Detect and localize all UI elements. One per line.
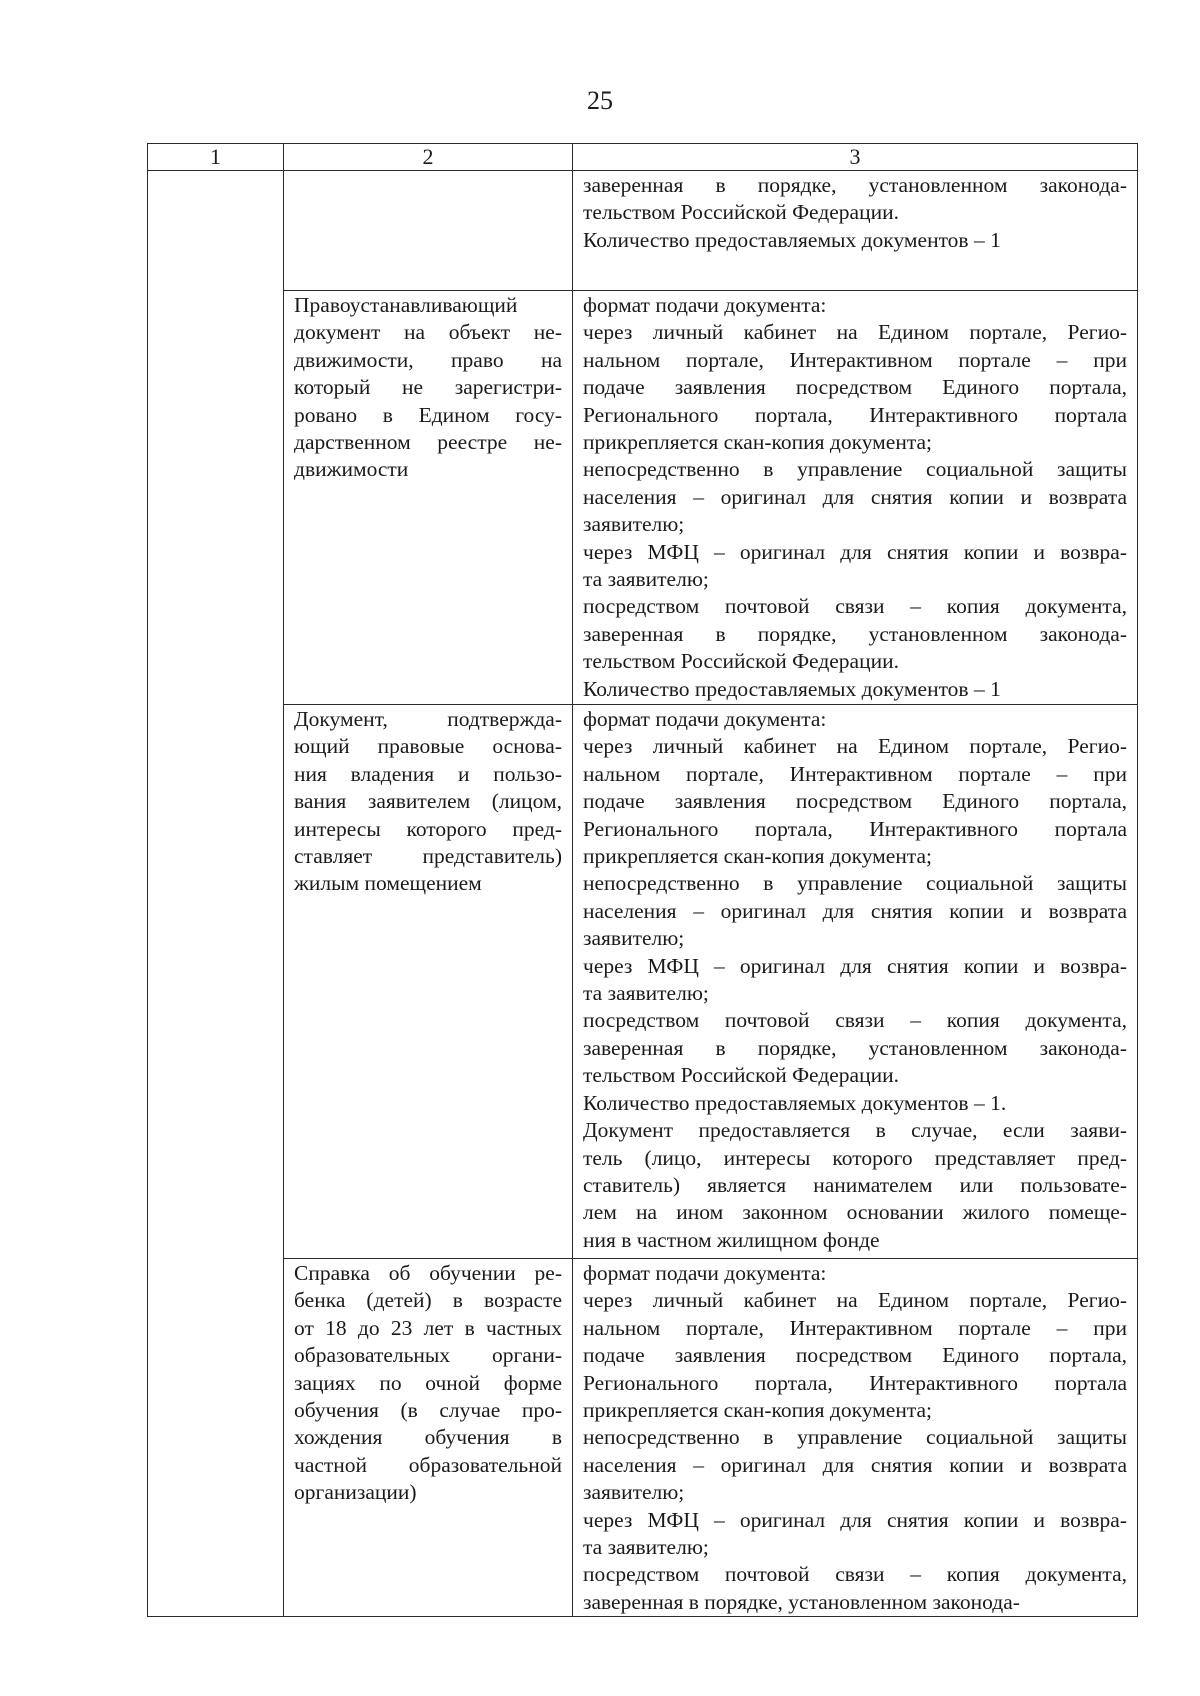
cell-text-line: дарственном реестре не- xyxy=(294,430,562,455)
cell-text-line: тельством Российской Федерации. xyxy=(583,200,899,225)
cell-text-line: через личный кабинет на Едином портале, Регио- xyxy=(583,1288,1127,1313)
cell-text-line: через личный кабинет на Едином портале, Регио- xyxy=(583,320,1127,345)
cell-text-line: непосредственно в управление социальной защиты xyxy=(583,871,1127,896)
row-3-document-name xyxy=(284,1259,573,1617)
cell-text-line: жилым помещением xyxy=(294,871,482,896)
row-1-submission-format xyxy=(573,291,1138,705)
cell-text-line: подаче заявления посредством Единого портала, xyxy=(583,789,1127,814)
cell-text-line: непосредственно в управление социальной защиты xyxy=(583,1425,1127,1450)
cell-text-line: заверенная в порядке, установленном законода- xyxy=(583,1035,1127,1060)
cell-text-line: формат подачи документа: xyxy=(583,707,827,731)
cell-text-line: вания заявителем (лицом, xyxy=(294,789,562,814)
cell-text-line: через МФЦ – оригинал для снятия копии и возвра- xyxy=(583,1507,1127,1532)
cell-text-line: нальном портале, Интерактивном портале – при xyxy=(583,761,1127,786)
page-number: 25 xyxy=(587,86,613,115)
cell-text-line: та заявителю; xyxy=(583,567,709,592)
cell-text-line: тельством Российской Федерации. xyxy=(583,649,899,674)
cell-text-line: который не зарегистри- xyxy=(294,375,562,400)
cell-text-line: посредством почтовой связи – копия документа, xyxy=(583,1562,1127,1587)
cell-text-line: ставляет представитель) xyxy=(294,844,562,869)
cell-text-line: тельством Российской Федерации. xyxy=(583,1063,899,1088)
cell-text-line: хождения обучения в xyxy=(294,1425,562,1450)
cell-text-line: тель (лицо, интересы которого представляет пред- xyxy=(583,1145,1127,1170)
row-2-document-name xyxy=(284,705,573,1259)
cell-text-line: Количество предоставляемых документов – 1 xyxy=(583,676,1001,701)
cell-text-line: ставитель) является нанимателем или пользовате- xyxy=(583,1172,1127,1197)
cell-text-line: подаче заявления посредством Единого портала, xyxy=(583,1343,1127,1368)
cell-text-line: Количество предоставляемых документов – 1 xyxy=(583,227,1001,252)
column-header-3: 3 xyxy=(573,144,1138,171)
cell-text-line: ровано в Едином госу- xyxy=(294,402,562,427)
cell-text-line: посредством почтовой связи – копия документа, xyxy=(583,594,1127,619)
cell-text-line: ющий правовые основа- xyxy=(294,734,562,759)
row-0-col2 xyxy=(284,171,573,291)
table-header xyxy=(148,144,1138,171)
cell-text-line: через МФЦ – оригинал для снятия копии и возвра- xyxy=(583,539,1127,564)
column-header-1: 1 xyxy=(148,144,284,171)
cell-text-line: населения – оригинал для снятия копии и возврата xyxy=(583,484,1127,509)
cell-text-line: заверенная в порядке, установленном законода- xyxy=(583,621,1127,646)
cell-text-line: заверенная в порядке, установленном законода- xyxy=(583,173,1127,197)
cell-text-line: населения – оригинал для снятия копии и возврата xyxy=(583,898,1127,923)
cell-text-line: заявителю; xyxy=(583,512,685,537)
cell-text-line: Регионального портала, Интерактивного портала xyxy=(583,1370,1127,1395)
cell-text-line: Справка об обучении ре- xyxy=(294,1261,562,1285)
cell-text-line: нальном портале, Интерактивном портале – при xyxy=(583,1315,1127,1340)
cell-text-line: Количество предоставляемых документов – 1. xyxy=(583,1090,1007,1115)
cell-text-line: интересы которого пред- xyxy=(294,816,562,841)
cell-text-line: бенка (детей) в возрасте xyxy=(294,1288,562,1313)
cell-text-line: прикрепляется скан-копия документа; xyxy=(583,430,933,455)
cell-text-line: движимости, право на xyxy=(294,347,562,372)
table-body xyxy=(148,171,1138,1617)
cell-text-line: зациях по очной форме xyxy=(294,1370,562,1395)
cell-text-line: та заявителю; xyxy=(583,1535,709,1560)
row-2-submission-format xyxy=(573,705,1138,1259)
cell-text-line: непосредственно в управление социальной защиты xyxy=(583,457,1127,482)
cell-text-line: частной образовательной xyxy=(294,1452,562,1477)
cell-text-line: через МФЦ – оригинал для снятия копии и возвра- xyxy=(583,953,1127,978)
row-3-submission-format xyxy=(573,1259,1138,1617)
cell-text-line: прикрепляется скан-копия документа; xyxy=(583,1398,933,1423)
table-row xyxy=(148,171,1138,291)
cell-text-line: та заявителю; xyxy=(583,981,709,1006)
cell-text-line: посредством почтовой связи – копия документа, xyxy=(583,1008,1127,1033)
cell-text-line: ния владения и пользо- xyxy=(294,761,562,786)
cell-text-line: Регионального портала, Интерактивного портала xyxy=(583,816,1127,841)
cell-text-line: движимости xyxy=(294,457,409,482)
row-1-document-name xyxy=(284,291,573,705)
cell-text-line: формат подачи документа: xyxy=(583,1261,827,1285)
row-0-col1 xyxy=(148,171,284,1617)
cell-text-line: прикрепляется скан-копия документа; xyxy=(583,844,933,869)
cell-text-line: формат подачи документа: xyxy=(583,293,827,317)
cell-text-line: заявителю; xyxy=(583,1480,685,1505)
cell-text-line: Правоустанавливающий xyxy=(294,293,518,317)
cell-text-line: ния в частном жилищном фонде xyxy=(583,1227,880,1252)
cell-text-line: лем на ином законном основании жилого помеще- xyxy=(583,1200,1127,1225)
cell-text-line: Документ предоставляется в случае, если заяви- xyxy=(583,1118,1127,1143)
documents-table xyxy=(147,143,1138,1617)
cell-text-line: заверенная в порядке, установленном законода- xyxy=(583,1589,1020,1614)
table-row xyxy=(148,1259,1138,1617)
cell-text-line: через личный кабинет на Едином портале, Регио- xyxy=(583,734,1127,759)
cell-text-line: образовательных органи- xyxy=(294,1343,562,1368)
column-header-2: 2 xyxy=(284,144,573,171)
cell-text-line: заявителю; xyxy=(583,926,685,951)
table-row xyxy=(148,291,1138,705)
table-row xyxy=(148,705,1138,1259)
cell-text-line: документ на объект не- xyxy=(294,320,562,345)
cell-text-line: Документ, подтвержда- xyxy=(294,707,562,731)
cell-text-line: подаче заявления посредством Единого портала, xyxy=(583,375,1127,400)
cell-text-line: населения – оригинал для снятия копии и возврата xyxy=(583,1452,1127,1477)
row-0-col3 xyxy=(573,171,1138,291)
cell-text-line: нальном портале, Интерактивном портале – при xyxy=(583,347,1127,372)
cell-text-line: Регионального портала, Интерактивного портала xyxy=(583,402,1127,427)
cell-text-line: обучения (в случае про- xyxy=(294,1398,562,1423)
cell-text-line: организации) xyxy=(294,1480,417,1505)
cell-text-line: от 18 до 23 лет в частных xyxy=(294,1315,562,1340)
